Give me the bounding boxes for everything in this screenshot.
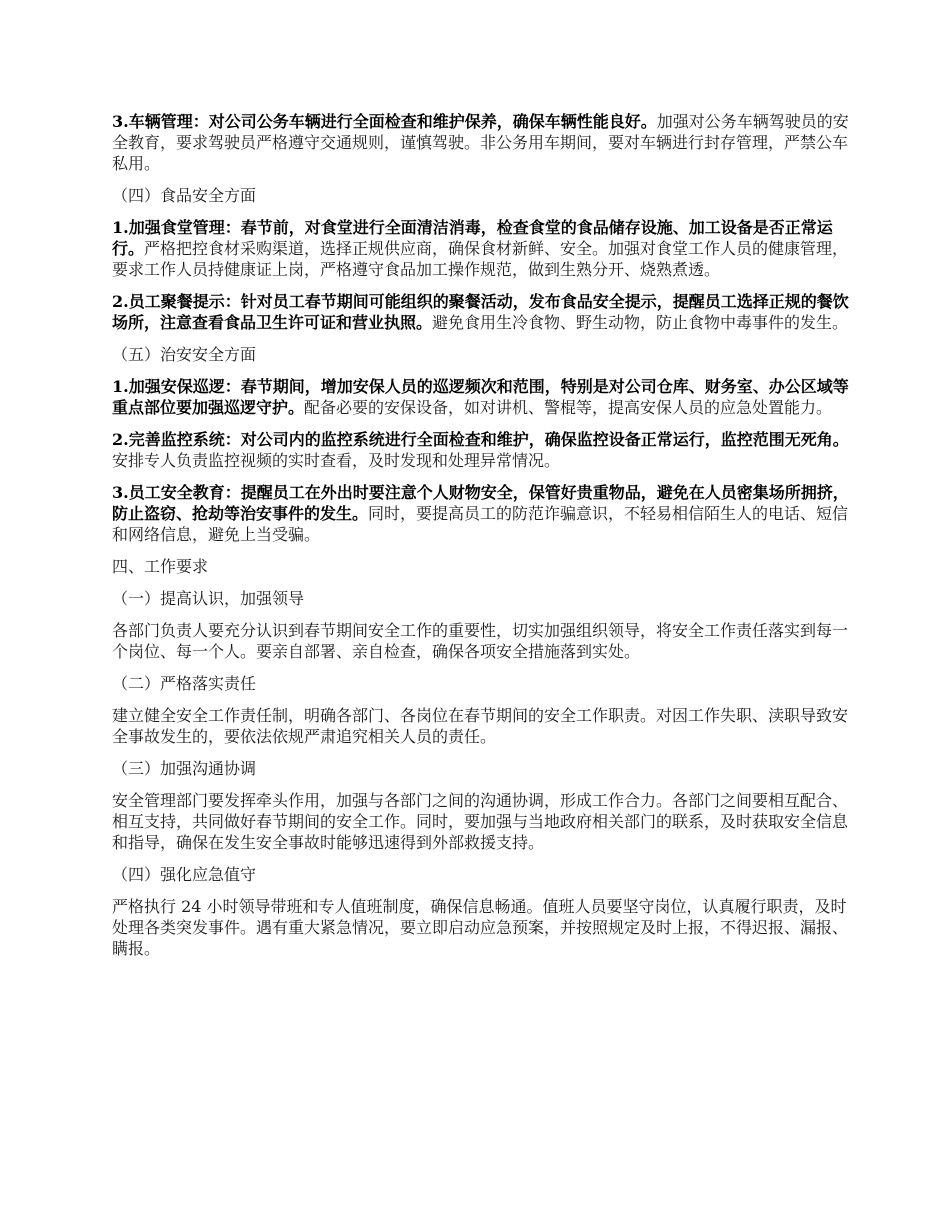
monitoring-system-lead: 2.完善监控系统：对公司内的监控系统进行全面检查和维护，确保监控设备正常运行，监控范围无死角。 <box>112 430 849 449</box>
section-food-safety-heading: （四）食品安全方面 <box>112 186 257 205</box>
subsection-responsibility-heading: （二）严格落实责任 <box>112 674 257 693</box>
awareness-paragraph: 各部门负责人要充分认识到春节期间安全工作的重要性，切实加强组织领导，将安全工作责任落实到每一个岗位、每一个人。要亲自部署、亲自检查，确保各项安全措施落到实处。 <box>112 621 849 661</box>
emergency-duty-paragraph: 严格执行 24 小时领导带班和专人值班制度，确保信息畅通。值班人员要坚守岗位，认真履行职责，及时处理各类突发事件。遇有重大紧急情况，要立即启动应急预案，并按照规定及时上报，不得迟报、漏报、瞒报。 <box>112 897 849 958</box>
subsection-awareness-heading: （一）提高认识，加强领导 <box>112 589 305 608</box>
subsection-emergency-duty-heading: （四）强化应急值守 <box>112 865 257 884</box>
staff-safety-education-body: 同时，要提高员工的防范诈骗意识，不轻易相信陌生人的电话、短信和网络信息，避免上当受骗。 <box>112 504 849 544</box>
staff-safety-education-lead: 3.员工安全教育：提醒员工在外出时要注意个人财物安全，保管好贵重物品，避免在人员密集场所拥挤，防止盗窃、抢劫等治安事件的发生。 <box>112 483 849 523</box>
vehicle-management-body: 加强对公务车辆驾驶员的安全教育，要求驾驶员严格遵守交通规则，谨慎驾驶。非公务用车期间，要对车辆进行封存管理，严禁公车私用。 <box>112 112 849 173</box>
section-security-heading: （五）治安安全方面 <box>112 345 257 364</box>
vehicle-management-lead: 3.车辆管理：对公司公务车辆进行全面检查和维护保养，确保车辆性能良好。 <box>112 112 657 131</box>
staff-dining-lead: 2.员工聚餐提示：针对员工春节期间可能组织的聚餐活动，发布食品安全提示，提醒员工选择正规的餐饮场所，注意查看食品卫生许可证和营业执照。 <box>112 292 849 332</box>
responsibility-paragraph: 建立健全安全工作责任制，明确各部门、各岗位在春节期间的安全工作职责。对因工作失职、渎职导致安全事故发生的，要依法依规严肃追究相关人员的责任。 <box>112 706 849 746</box>
security-patrol-paragraph <box>112 376 852 418</box>
staff-dining-paragraph <box>112 291 852 333</box>
security-patrol-body: 配备必要的安保设备，如对讲机、警棍等，提高安保人员的应急处置能力。 <box>304 398 833 417</box>
document-page <box>112 111 852 970</box>
staff-dining-body: 避免食用生冷食物、野生动物，防止食物中毒事件的发生。 <box>432 313 849 332</box>
canteen-management-paragraph <box>112 217 852 280</box>
subsection-communication-heading: （三）加强沟通协调 <box>112 759 257 778</box>
canteen-management-lead: 1.加强食堂管理：春节前，对食堂进行全面清洁消毒，检查食堂的食品储存设施、加工设备是否正常运行。 <box>112 218 833 258</box>
monitoring-system-paragraph <box>112 429 852 471</box>
communication-paragraph: 安全管理部门要发挥牵头作用，加强与各部门之间的沟通协调，形成工作合力。各部门之间要相互配合、相互支持，共同做好春节期间的安全工作。同时，要加强与当地政府相关部门的联系，及时获取安全信息和指导，确保在发生安全事故时能够迅速得到外部救援支持。 <box>112 791 849 852</box>
monitoring-system-body: 安排专人负责监控视频的实时查看，及时发现和处理异常情况。 <box>112 451 561 470</box>
section-work-requirements-heading: 四、工作要求 <box>112 557 209 576</box>
staff-safety-education-paragraph <box>112 482 852 545</box>
vehicle-management-paragraph <box>112 111 852 174</box>
canteen-management-body: 严格把控食材采购渠道，选择正规供应商，确保食材新鲜、安全。加强对食堂工作人员的健康管理，要求工作人员持健康证上岗，严格遵守食品加工操作规范，做到生熟分开、烧熟煮透。 <box>112 239 849 279</box>
security-patrol-lead: 1.加强安保巡逻：春节期间，增加安保人员的巡逻频次和范围，特别是对公司仓库、财务室、办公区域等重点部位要加强巡逻守护。 <box>112 377 849 417</box>
